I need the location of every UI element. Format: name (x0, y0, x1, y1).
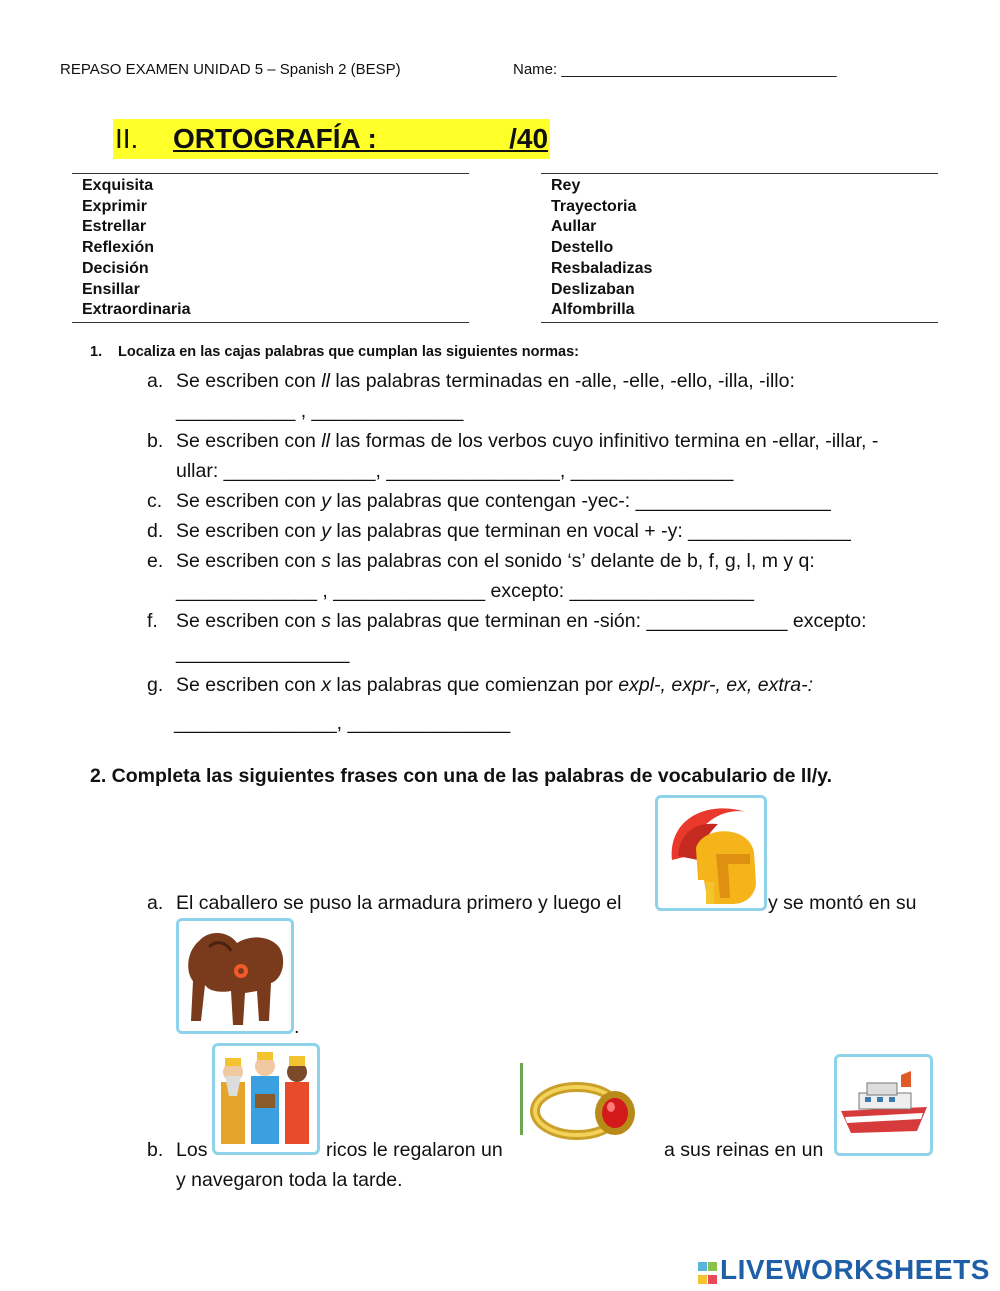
word-item: Resbaladizas (551, 259, 653, 277)
three-kings-icon (215, 1046, 317, 1152)
sentence-text-1: Los (176, 1139, 208, 1161)
rule-text[interactable]: Se escriben con y las palabras que contengan -yec-: __________________ (176, 490, 831, 512)
rule-text[interactable]: Se escriben con s las palabras que terminan en -sión: _____________ excepto: (176, 610, 867, 632)
word-item: Rey (551, 177, 581, 194)
word-item: Exprimir (82, 197, 147, 215)
rule-label: a. (147, 370, 164, 392)
horse-icon (179, 921, 291, 1031)
word-item: Ensillar (82, 280, 140, 298)
answer-blank[interactable]: ___________ , ______________ (176, 400, 464, 422)
rule-label: d. (147, 520, 164, 542)
sentence-text-3: a sus reinas en un (664, 1139, 824, 1161)
rule-text: Se escriben con ll las palabras terminadas en -alle, -elle, -ello, -illa, -illo: (176, 370, 795, 392)
sentence-label: a. (147, 892, 164, 914)
answer-blank[interactable]: ________________ (176, 642, 350, 664)
rule-label: b. (147, 430, 164, 452)
question-2-heading: 2. Completa las siguientes frases con una de las palabras de vocabulario de ll/y. (90, 765, 832, 787)
section-heading (113, 119, 550, 159)
rule-text: Se escriben con ll las formas de los verbos cuyo infinitivo termina en -ellar, -illar, - (176, 430, 879, 452)
rule-label: e. (147, 550, 164, 572)
ring-image[interactable] (525, 1055, 661, 1159)
word-item: Aullar (551, 218, 597, 236)
question-number: 1. (90, 344, 103, 360)
sentence-label: b. (147, 1139, 164, 1161)
word-item: Extraordinaria (82, 301, 191, 319)
helmet-image[interactable] (655, 795, 767, 911)
section-number: II. (115, 123, 139, 154)
helmet-icon (658, 798, 764, 908)
word-box-right (541, 173, 938, 323)
rule-text[interactable]: Se escriben con y las palabras que terminan en vocal + -y: _______________ (176, 520, 851, 542)
logo-squares-icon (698, 1259, 720, 1285)
section-title: ORTOGRAFÍA : ________/40 (173, 123, 549, 154)
sentence-text-4: y navegaron toda la tarde. (176, 1169, 403, 1191)
rule-text: Se escriben con x las palabras que comienzan por expl-, expr-, ex, extra-: (176, 674, 813, 696)
worksheet-title: REPASO EXAMEN UNIDAD 5 – Spanish 2 (BESP) (60, 61, 401, 78)
kings-image[interactable] (212, 1043, 320, 1155)
boat-image[interactable] (834, 1054, 933, 1156)
word-item: Destello (551, 239, 614, 257)
liveworksheets-logo (698, 1254, 990, 1286)
word-item: Estrellar (82, 218, 147, 236)
sentence-a-end: . (294, 1016, 300, 1038)
answer-blank[interactable]: _____________ , ______________ excepto: _________________ (176, 580, 754, 602)
sentence-text-2: y se montó en su (768, 892, 917, 914)
answer-blank[interactable]: ullar: ______________, ________________, _______________ (176, 460, 734, 482)
logo-text: LIVEWORKSHEETS (720, 1254, 990, 1285)
answer-blank[interactable]: _______________, _______________ (174, 712, 511, 734)
word-item: Trayectoria (551, 197, 637, 215)
horse-image[interactable] (176, 918, 294, 1034)
rule-label: f. (147, 610, 158, 632)
word-item: Deslizaban (551, 280, 635, 298)
word-box-left (72, 173, 469, 323)
rule-label: c. (147, 490, 163, 512)
ring-icon (525, 1055, 661, 1159)
word-item: Decisión (82, 259, 149, 277)
word-item: Reflexión (82, 239, 155, 257)
rule-label: g. (147, 674, 164, 696)
question-1-heading (90, 344, 579, 360)
word-item: Exquisita (82, 177, 154, 194)
divider-line (520, 1063, 523, 1135)
sentence-text-2: ricos le regalaron un (326, 1139, 503, 1161)
question-text: Localiza en las cajas palabras que cumplan las siguientes normas: (118, 344, 579, 360)
boat-icon (837, 1057, 930, 1153)
name-field[interactable]: Name: _________________________________ (513, 61, 837, 78)
word-item: Alfombrilla (551, 301, 635, 319)
rule-text: Se escriben con s las palabras con el sonido ‘s’ delante de b, f, g, l, m y q: (176, 550, 815, 572)
sentence-text-1: El caballero se puso la armadura primero y luego el (176, 892, 622, 914)
